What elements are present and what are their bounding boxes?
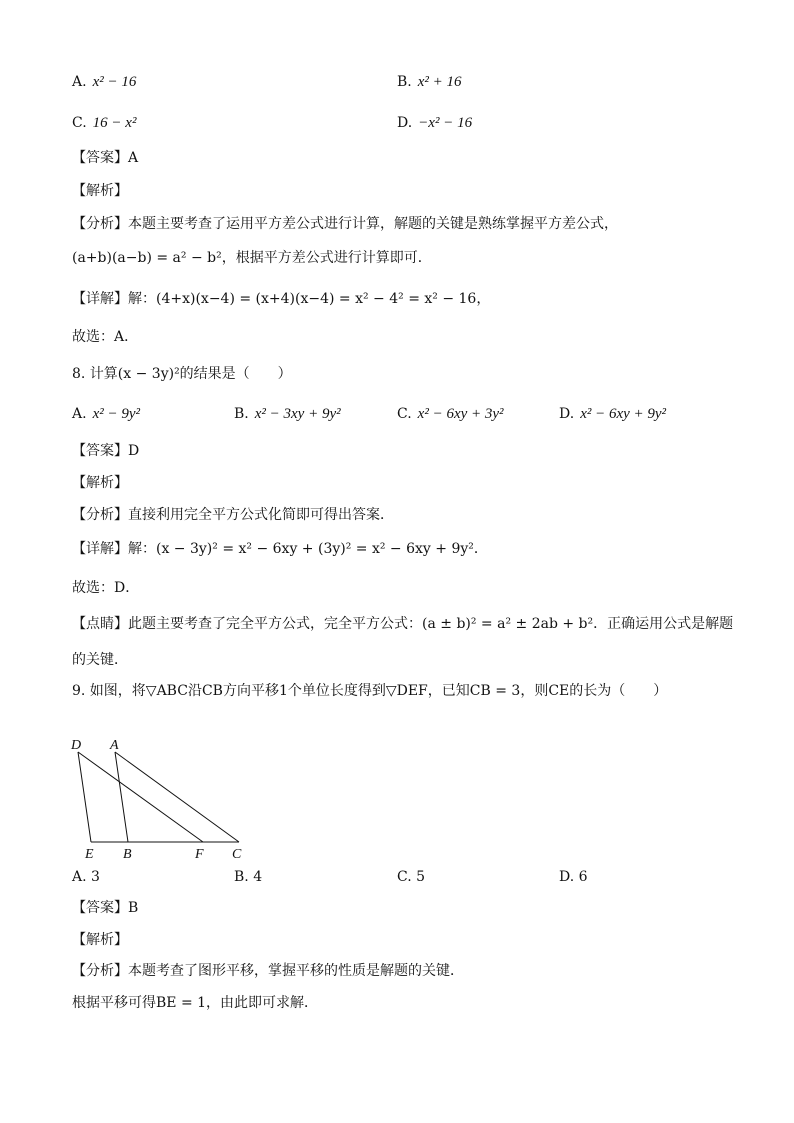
label-f: F <box>195 847 204 862</box>
q9-answer: 【答案】B <box>72 900 139 916</box>
q9-analysis-title: 【解析】 <box>72 932 128 948</box>
q7-analysis-title: 【解析】 <box>72 183 128 199</box>
label-d: D <box>71 738 82 753</box>
label-c: C <box>232 847 242 862</box>
q8-dianjing-line1: 【点睛】此题主要考查了完全平方公式，完全平方公式：(a ± b)² = a² ± 2ab + b²．正确运用公式是解题 <box>72 616 734 632</box>
q9-line-last: 根据平移可得BE = 1，由此即可求解． <box>72 995 319 1011</box>
q9-stem: 9. 如图，将▽ABC沿CB方向平移1个单位长度得到▽DEF，已知CB = 3，则CE的长为（ ） <box>72 683 668 699</box>
q7-fenxi-line1: 【分析】本题主要考查了运用平方差公式进行计算，解题的关键是熟练掌握平方差公式， <box>72 216 618 232</box>
q9-option-a: A. 3 <box>72 869 100 885</box>
segment-ac <box>115 752 239 842</box>
q7-option-d <box>397 113 472 133</box>
q7-option-c-letter: C. <box>72 115 87 131</box>
q8-dianjing-line2: 的关键． <box>72 652 128 668</box>
q8-answer: 【答案】D <box>72 443 140 459</box>
q8-xiangjie: 【详解】解：(x − 3y)² = x² − 6xy + (3y)² = x² − 6xy + 9y²． <box>72 541 488 557</box>
segment-de <box>78 752 91 842</box>
q7-xiangjie: 【详解】解：(4+x)(x−4) = (x+4)(x−4) = x² − 4² = x² − 16， <box>72 291 491 307</box>
segment-ab <box>115 752 128 842</box>
q8-stem: 8. 计算(x − 3y)²的结果是（ ） <box>72 366 292 382</box>
q9-option-d: D. 6 <box>559 869 588 885</box>
segment-df <box>78 752 203 842</box>
q8-fenxi: 【分析】直接利用完全平方公式化简即可得出答案． <box>72 507 394 523</box>
q7-option-a-letter: A. <box>72 74 87 90</box>
q8-option-a <box>72 404 140 424</box>
q9-option-c: C. 5 <box>397 869 426 885</box>
q8-option-b-expr: x² − 3xy + 9y² <box>254 406 341 422</box>
q8-option-c-expr: x² − 6xy + 3y² <box>417 406 504 422</box>
q7-option-c <box>72 113 136 133</box>
q9-option-b: B. 4 <box>234 869 263 885</box>
q8-select: 故选：D． <box>72 580 140 596</box>
q8-option-d-expr: x² − 6xy + 9y² <box>580 406 667 422</box>
q8-option-d-letter: D. <box>559 406 575 422</box>
q7-answer: 【答案】A <box>72 150 139 166</box>
q7-option-a-expr: x² − 16 <box>92 74 137 90</box>
q8-analysis-title: 【解析】 <box>72 475 128 491</box>
q7-select: 故选：A． <box>72 329 139 345</box>
q8-option-c <box>397 404 504 424</box>
q7-option-d-expr: −x² − 16 <box>418 115 473 131</box>
q7-option-a <box>72 72 136 92</box>
translation-figure <box>66 734 266 864</box>
q8-option-a-expr: x² − 9y² <box>92 406 140 422</box>
label-a: A <box>110 738 119 753</box>
q7-option-b-letter: B. <box>397 74 412 90</box>
q7-fenxi-line2: (a+b)(a−b) = a² − b²，根据平方差公式进行计算即可． <box>72 250 432 266</box>
q7-option-b-expr: x² + 16 <box>417 74 462 90</box>
q8-option-c-letter: C. <box>397 406 412 422</box>
q7-option-b <box>397 72 462 92</box>
q8-option-b <box>234 404 341 424</box>
q8-option-d <box>559 404 666 424</box>
q9-fenxi: 【分析】本题考查了图形平移，掌握平移的性质是解题的关键． <box>72 963 464 979</box>
q8-option-b-letter: B. <box>234 406 249 422</box>
q8-option-a-letter: A. <box>72 406 87 422</box>
label-e: E <box>85 847 94 862</box>
label-b: B <box>123 847 132 862</box>
q7-option-d-letter: D. <box>397 115 413 131</box>
q7-option-c-expr: 16 − x² <box>92 115 137 131</box>
